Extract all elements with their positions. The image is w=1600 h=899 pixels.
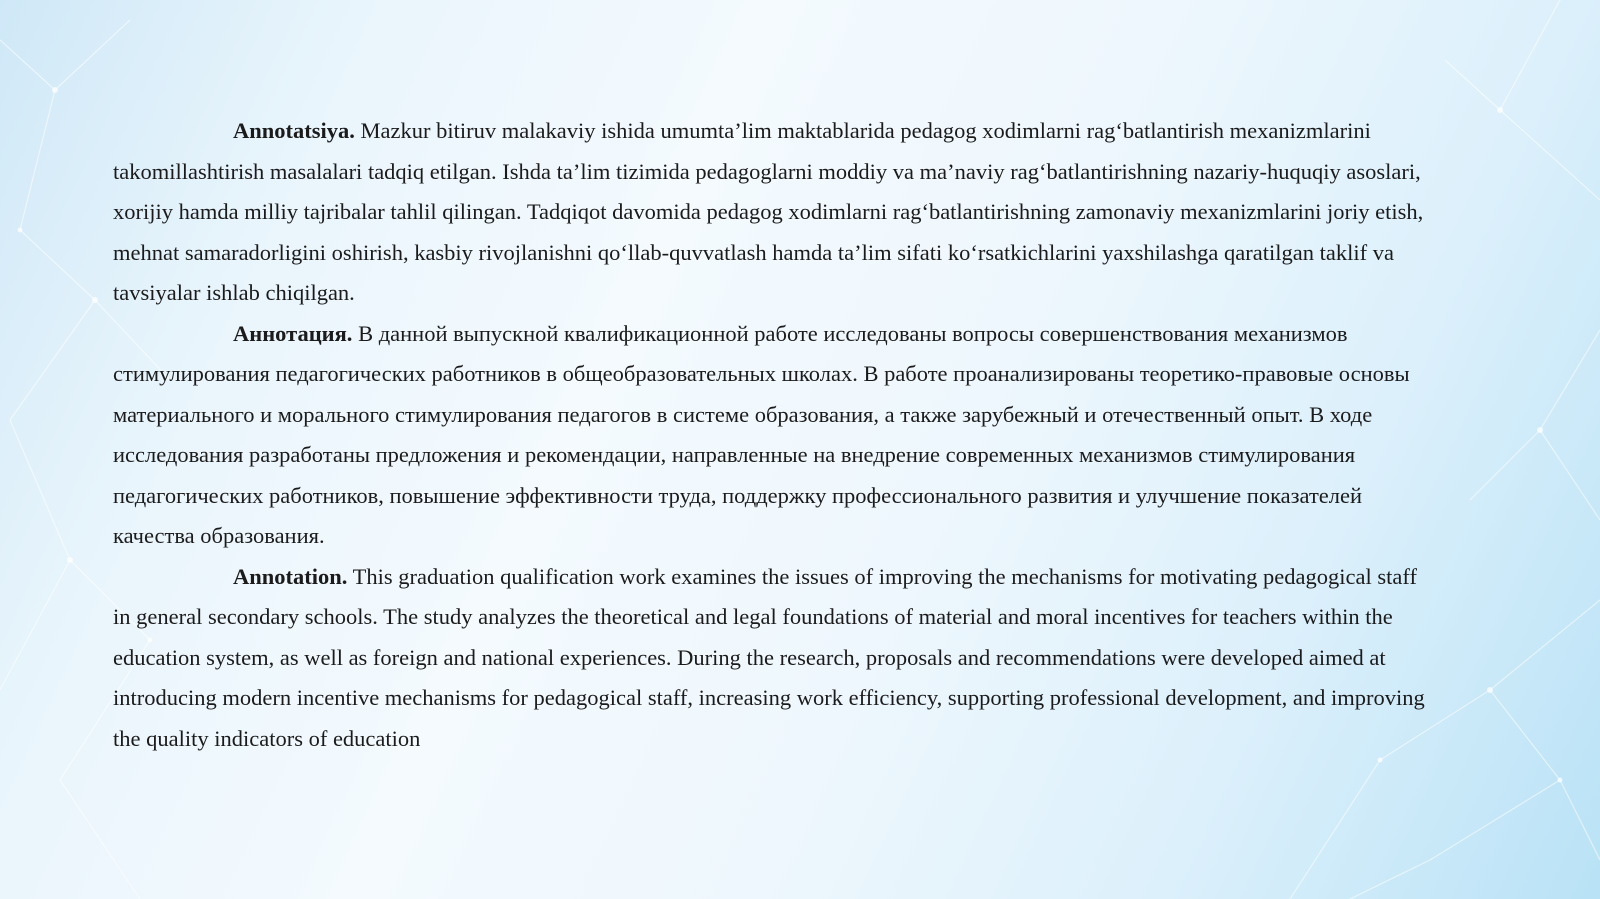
annotation-uzbek-heading: Annotatsiya. bbox=[233, 118, 355, 143]
annotation-russian-paragraph bbox=[113, 314, 1433, 557]
annotation-russian-text: В данной выпускной квалификационной работе исследованы вопросы совершенствования механизмов стимулирования педагогических работников в общеобразовательных школах. В работе проанализированы теоретико-правовые основы материального и морального стимулирования педагогов в системе образования, а также зарубежный и отечественный опыт. В ходе исследования разработаны предложения и рекомендации, направленные на внедрение современных механизмов стимулирования педагогических работников, повышение эффективности труда, поддержку профессионального развития и улучшение показателей качества образования. bbox=[113, 320, 1410, 548]
annotation-english-text: This graduation qualification work examines the issues of improving the mechanisms for motivating pedagogical staff in general secondary schools. The study analyzes the theoretical and legal foundations of material and moral incentives for teachers within the education system, as well as foreign and national experiences. During the research, proposals and recommendations were developed aimed at introducing modern incentive mechanisms for pedagogical staff, increasing work efficiency, supporting professional development, and improving the quality indicators of education bbox=[113, 563, 1425, 751]
annotation-english-paragraph bbox=[113, 557, 1433, 760]
annotation-russian-heading: Аннотация. bbox=[233, 320, 353, 346]
annotation-uzbek-text: Mazkur bitiruv malakaviy ishida umumta’lim maktablarida pedagog xodimlarni rag‘batlantirish mexanizmlarini takomillashtirish masalalari tadqiq etilgan. Ishda ta’lim tizimida pedagoglarni moddiy va ma’naviy rag‘batlantirishning nazariy-huquqiy asoslari, xorijiy hamda milliy tajribalar tahlil qilingan. Tadqiqot davomida pedagog xodimlarni rag‘batlantirishning zamonaviy mexanizmlarini joriy etish, mehnat samaradorligini oshirish, kasbiy rivojlanishni qo‘llab-quvvatlash hamda ta’lim sifati ko‘rsatkichlarini yaxshilashga qaratilgan taklif va tavsiyalar ishlab chiqilgan. bbox=[113, 118, 1424, 305]
annotation-text-block bbox=[113, 111, 1433, 759]
annotation-english-heading: Annotation. bbox=[233, 563, 348, 589]
annotation-uzbek-paragraph bbox=[113, 111, 1433, 314]
